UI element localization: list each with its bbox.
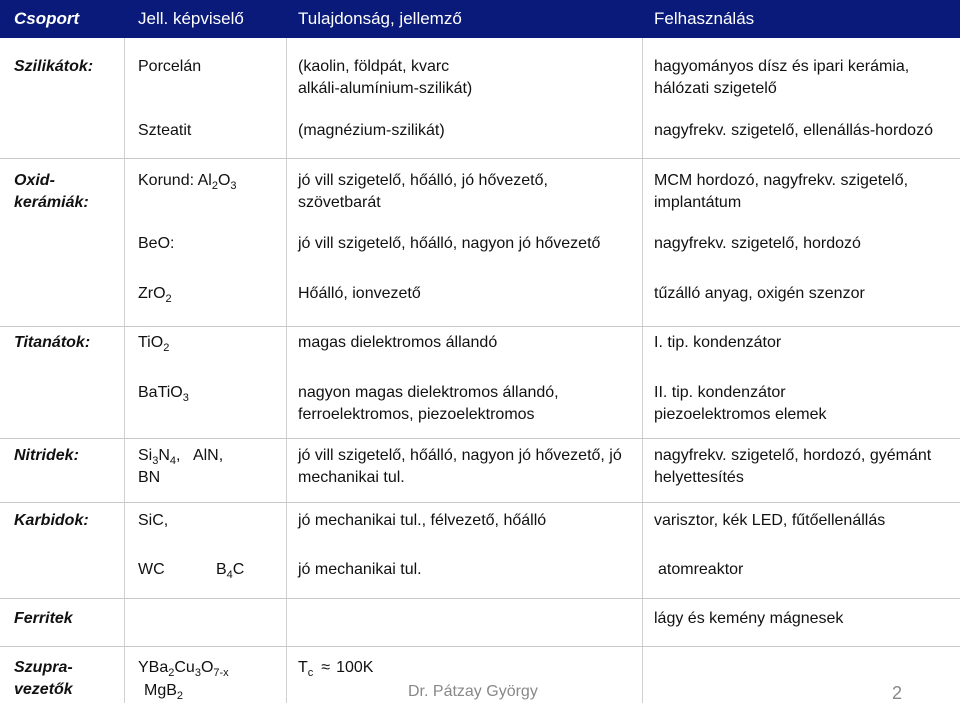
category-szilikatok: Szilikátok: [14,58,94,75]
approx-icon: ≈ [321,659,331,676]
material-zro2: ZrO$_2$ [138,285,172,305]
use-zro2: tűzálló anyag, oxigén szenzor [654,285,865,302]
category-oxidkeramiak: Oxid- kerámiák: [14,172,89,211]
property-szteatit: (magnézium-szilikát) [298,122,445,139]
property-sic: jó mechanikai tul., félvezető, hőálló [298,512,547,529]
row-divider [0,438,960,439]
material-tio2: TiO$_2$ [138,334,170,354]
use-korund: MCM hordozó, nagyfrekv. szigetelő, implantátum [654,172,909,211]
row-divider [0,598,960,599]
material-wc: WC [138,561,165,578]
column-divider [124,38,125,703]
use-porcelan: hagyományos dísz és ipari kerámia, hálózati szigetelő [654,58,910,97]
property-zro2: Hőálló, ionvezető [298,285,421,302]
page-number: 2 [892,683,903,703]
material-b4c: $B_4C$ [216,561,245,581]
material-beo: BeO: [138,235,175,252]
category-titanatok: Titanátok: [14,334,91,351]
footer-author: Dr. Pátzay György [408,683,538,700]
column-divider [286,38,287,703]
use-ferritek: lágy és kemény mágnesek [654,610,844,627]
table-header [0,0,960,38]
material-nitridek: $Si_3N_4$, AlN, BN [138,447,224,486]
use-tio2: I. tip. kondenzátor [654,334,782,351]
use-batio3: II. tip. kondenzátor piezoelektromos elemek [654,384,827,423]
category-szupravezetok: Szupra- vezetők [14,659,73,698]
use-sic: varisztor, kék LED, fűtőellenállás [654,512,886,529]
header-felhasznalas: Felhasználás [654,9,755,28]
property-korund: jó vill szigetelő, hőálló, jó hővezető, szövetbarát [298,172,548,211]
material-szteatit: Szteatit [138,122,192,139]
use-nitridek: nagyfrekv. szigetelő, hordozó, gyémánt helyettesítés [654,447,932,486]
header-tulajdonsag: Tulajdonság, jellemző [298,9,462,28]
property-batio3: nagyon magas dielektromos állandó, ferroelektromos, piezoelektromos [298,384,559,423]
row-divider [0,158,960,159]
property-tc: $T_c \approx 100K$ [298,659,374,679]
property-porcelan: (kaolin, földpát, kvarc alkáli-alumínium-szilikát) [298,58,473,97]
row-divider [0,502,960,503]
header-kepviselo: Jell. képviselő [138,9,244,28]
use-wc: atomreaktor [658,561,744,578]
row-divider [0,326,960,327]
property-tio2: magas dielektromos állandó [298,334,498,351]
column-divider [642,38,643,703]
category-nitridek: Nitridek: [14,447,79,464]
material-porcelan: Porcelán [138,58,202,75]
row-divider [0,646,960,647]
category-ferritek: Ferritek [14,610,73,627]
material-sic: SiC, [138,512,169,529]
material-korund: Korund: $Al_2O_3$ [138,172,237,192]
property-wc: jó mechanikai tul. [298,561,422,578]
material-ybco: $YBa_2Cu_3O_{7-x}$ [138,659,229,679]
material-batio3: BaTiO$_3$ [138,384,189,404]
use-szteatit: nagyfrekv. szigetelő, ellenállás-hordozó [654,122,933,139]
property-beo: jó vill szigetelő, hőálló, nagyon jó hővezető [298,235,601,252]
use-beo: nagyfrekv. szigetelő, hordozó [654,235,861,252]
material-mgb2: MgB$_2$ [144,682,184,702]
category-karbidok: Karbidok: [14,512,89,529]
property-nitridek: jó vill szigetelő, hőálló, nagyon jó hővezető, jó mechanikai tul. [298,447,622,486]
header-csoport: Csoport [14,9,80,28]
